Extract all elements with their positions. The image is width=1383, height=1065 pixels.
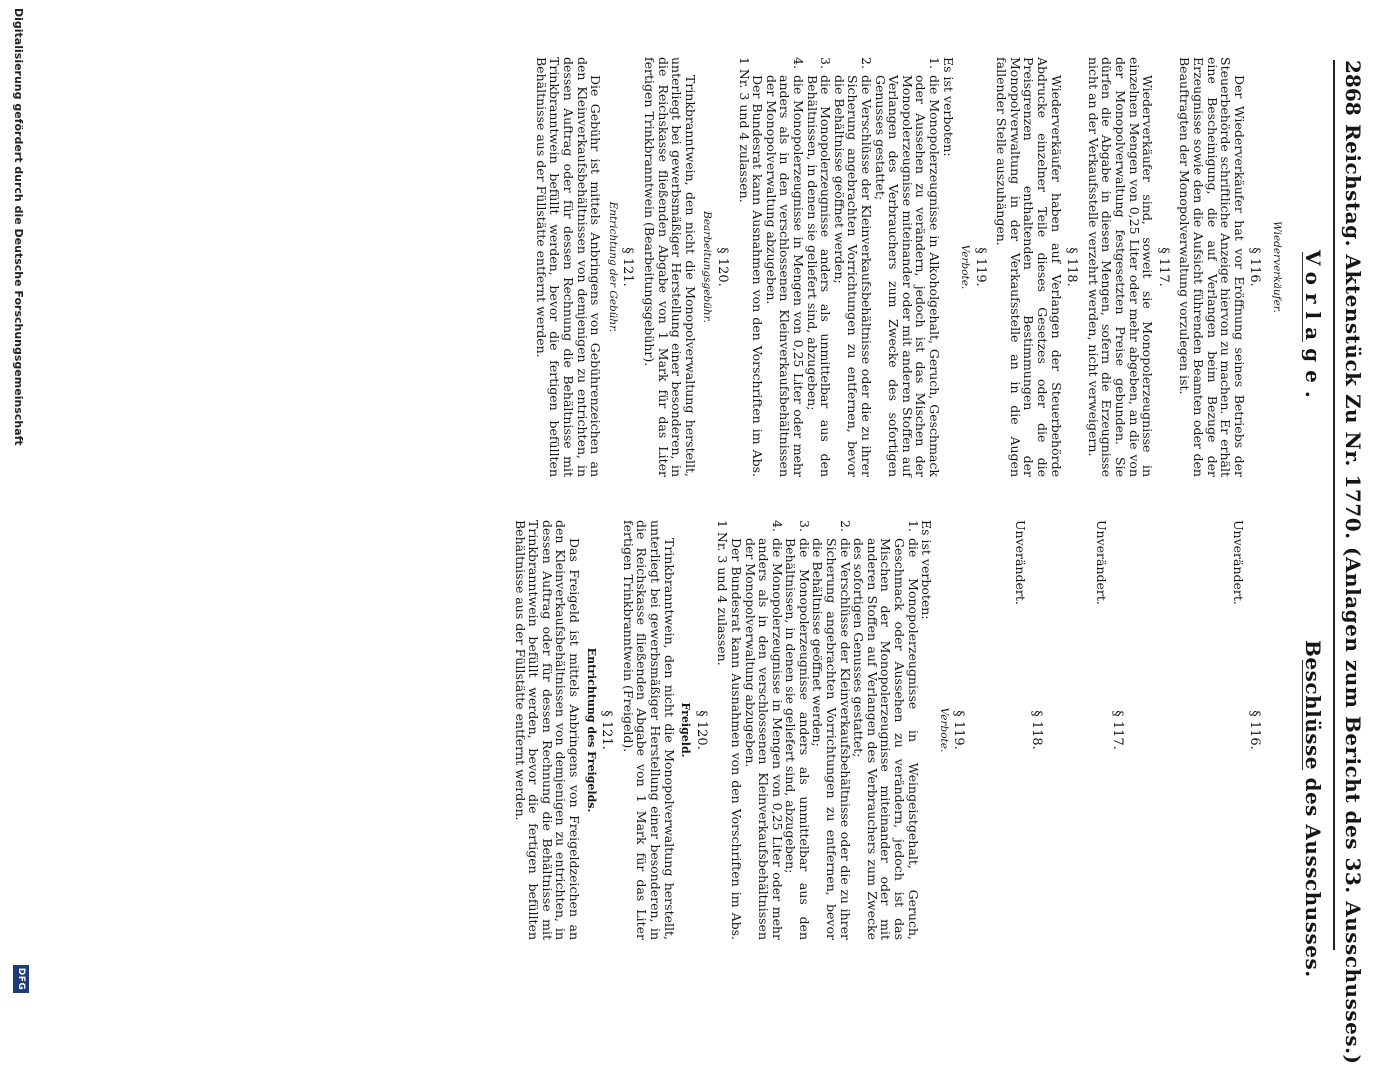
item-number: 4. <box>791 57 806 69</box>
spacer <box>1269 520 1283 940</box>
section-121-caption: Entrichtung des Freigelds. <box>584 647 598 813</box>
section-119-title: § 119. <box>951 710 967 750</box>
digitization-note: Digitalisierung gefördert durch die Deutsche Forschungsgemeinschaft <box>12 8 25 446</box>
section-118-title: § 118. <box>1064 247 1080 287</box>
left-heading-rule <box>1302 252 1303 342</box>
item-text: die Verschlüsse der Kleinverkaufsbehältnisse oder die zu ihrer Sicherung angebrachten Vorrichtungen zu entfernen, bevor die Behältnisse geöffnet werden; <box>810 538 853 940</box>
page-header <box>1333 60 1365 1065</box>
section-121-title: § 121. <box>599 710 615 750</box>
spacer <box>1132 520 1232 940</box>
item-number: 1. <box>926 57 942 69</box>
list-item <box>811 520 852 940</box>
section-119-intro: Es ist verboten: <box>919 520 935 620</box>
item-text: die Monopolerzeugnisse anders als unmittelbar aus den Behältnissen, in denen sie geliefert sind, abzugeben; <box>804 75 834 477</box>
list-item <box>832 57 873 477</box>
section-119-closing: Der Bundesrat kann Ausnahmen von den Vorschriften im Abs. 1 Nr. 3 und 4 zulassen. <box>715 520 744 940</box>
section-120-title: § 120. <box>693 710 709 750</box>
item-text: die Monopolerzeugnisse in Mengen von 0,25 Liter oder mehr anders als in den verschlossenen Kleinverkaufsbehältnissen der Monopolverwaltung abzugeben. <box>742 538 785 940</box>
right-column <box>513 520 1283 940</box>
item-text: die Monopolerzeugnisse in Weingeistgehalt, Geruch, Geschmack oder Aussehen zu verändern, jedoch ist das Mischen der Monopolerzeugnisse miteinander oder mit anderen Stoffen auf Verlangen des Verbrauchers zum Zwecke des sofortigen Genusses gestattet; <box>851 538 921 940</box>
item-number: 2. <box>858 57 874 69</box>
section-119-intro: Es ist verboten: <box>940 57 956 157</box>
spacer <box>973 520 1013 940</box>
running-title: Reichstag. Aktenstück Zu Nr. 1770. (Anlagen zum Bericht des 33. Ausschusses.) <box>1341 124 1365 1065</box>
section-119-closing: Der Bundesrat kann Ausnahmen von den Vorschriften im Abs. 1 Nr. 3 und 4 zulassen. <box>736 57 766 477</box>
right-heading-rule <box>1302 660 1303 770</box>
subheading-wiederverkaeufer: Wiederverkäufer. <box>1271 221 1283 313</box>
section-121-text: Das Freigeld ist mittels Anbringens von Freigeldzeichen an den Kleinverkaufsbehältnissen von demjenigen zu entrichten, in dessen Auftrag oder für dessen Rechnung die Behältnisse mit Trinkbranntwein befüllt werden, bevor die fertigen befüllten Behältnisse aus der Füllstätte entfernt werden. <box>512 520 582 940</box>
section-117-title: § 117. <box>1155 247 1171 287</box>
list-item <box>784 520 811 940</box>
list-item <box>805 57 832 477</box>
left-column <box>534 57 1283 477</box>
section-121-caption: Entrichtung der Gebühr. <box>606 201 619 333</box>
list-item <box>873 57 941 477</box>
list-item <box>764 57 805 477</box>
item-number: 3. <box>796 520 812 532</box>
right-column-heading: Beschlüsse des Ausschusses. <box>1301 640 1325 978</box>
section-120-caption: Bearbeitungsgebühr. <box>701 211 714 323</box>
page-number: 2868 <box>1341 60 1365 116</box>
item-number: 1. <box>905 520 921 532</box>
section-116-title: § 116. <box>1247 247 1263 287</box>
list-item <box>743 520 784 940</box>
section-121-text: Die Gebühr ist mittels Anbringens von Gebührenzeichen an den Kleinverkaufsbehältnissen von demjenigen zu entrichten, in dessen Auftrag oder für dessen Rechnung die Behältnisse mit Trinkbranntwein befüllt werden, bevor die fertigen befüllten Behältnisse aus der Füllstätte entfernt werden. <box>533 57 604 477</box>
item-text: die Verschlüsse der Kleinverkaufsbehältnisse oder die zu ihrer Sicherung angebrachten Vorrichtungen zu entfernen, bevor die Behältnisse geöffnet werden; <box>831 75 874 477</box>
item-text: die Monopolerzeugnisse in Alkoholgehalt, Geruch, Geschmack oder Aussehen zu verändern, jedoch ist das Mischen der Monopolerzeugnisse miteinander oder mit anderen Stoffen auf Verlangen des Verbrauchers zum Zwecke des sofortigen Genusses gestattet; <box>872 75 942 477</box>
spacer <box>1051 520 1095 940</box>
section-118-text: Unverändert. <box>1013 520 1029 605</box>
dfg-logo: DFG <box>13 965 29 993</box>
section-119-list <box>743 520 920 940</box>
item-number: 4. <box>769 520 785 532</box>
digitization-footer <box>1 0 37 1000</box>
section-121-title: § 121. <box>620 247 636 287</box>
section-120-caption: Freigeld. <box>679 702 693 758</box>
item-text: die Monopolerzeugnisse anders als unmittelbar aus den Behältnissen, in denen sie geliefert sind, abzugeben; <box>783 538 812 940</box>
section-117-title: § 117. <box>1109 710 1125 750</box>
section-119-caption: Verbote. <box>959 244 972 290</box>
section-116-title: § 116. <box>1247 710 1262 750</box>
section-117-text: Wiederverkäufer sind, soweit sie Monopolerzeugnisse in einzelnen Mengen von 0,25 Liter oder mehr abgeben, an die von der Monopolverwaltung festgesetzten Preise gebunden. Sie dürfen die Abgabe in diesen Mengen, sofern die Erzeugnisse nicht an der Verkaufsstelle verzehrt werden, nicht verweigern. <box>1085 57 1156 477</box>
item-text: die Monopolerzeugnisse in Mengen von 0,25 Liter oder mehr anders als in den verschlossenen Kleinverkaufsbehältnissen der Monopolverwaltung abzugeben. <box>763 75 806 477</box>
section-118-title: § 118. <box>1028 710 1044 750</box>
section-117-text: Unverändert. <box>1094 520 1110 605</box>
section-119-list <box>764 57 941 477</box>
item-number: 3. <box>818 57 834 69</box>
item-number: 2. <box>837 520 853 532</box>
list-item <box>852 520 920 940</box>
section-118-text: Wiederverkäufer haben auf Verlangen der Steuerbehörde Abdrucke einzelner Teile dieses Gesetzes oder die die Preisgrenzen enthaltenden Bestimmungen der Monopolverwaltung in der Verkaufsstelle an in die Augen fallender Stelle auszuhängen. <box>994 57 1064 477</box>
section-116-text: Unverändert. <box>1231 520 1247 605</box>
section-120-text: Trinkbranntwein, den nicht die Monopolverwaltung herstellt, unterliegt bei gewerbsmäßiger Herstellung einer besonderen, in die Reichskasse fließenden Abgabe von 1 Mark für das Liter fertigen Trinkbranntwein (Bearbeitungsgebühr). <box>642 57 698 477</box>
section-120-title: § 120. <box>715 247 731 287</box>
section-119-title: § 119. <box>972 247 988 287</box>
section-119-caption: Verbote. <box>937 707 950 753</box>
left-column-heading: Vorlage. <box>1301 250 1325 406</box>
section-120-text: Trinkbranntwein, den nicht die Monopolverwaltung herstellt, unterliegt bei gewerbsmäßiger Herstellung einer besonderen, in die Reichskasse fließenden Abgabe von 1 Mark für das Liter fertigen Trinkbranntwein (Freigeld). <box>620 520 677 940</box>
section-116-text: Der Wiederverkäufer hat vor Eröffnung seines Betriebs der Steuerbehörde schriftliche Anzeige hiervon zu machen. Er erhält eine Bescheinigung, die auf Verlangen beim Bezuge der Erzeugnisse sowie den die Aufsicht führenden Beamten oder den Beauftragten der Monopolverwaltung vorzulegen ist. <box>1177 57 1247 477</box>
